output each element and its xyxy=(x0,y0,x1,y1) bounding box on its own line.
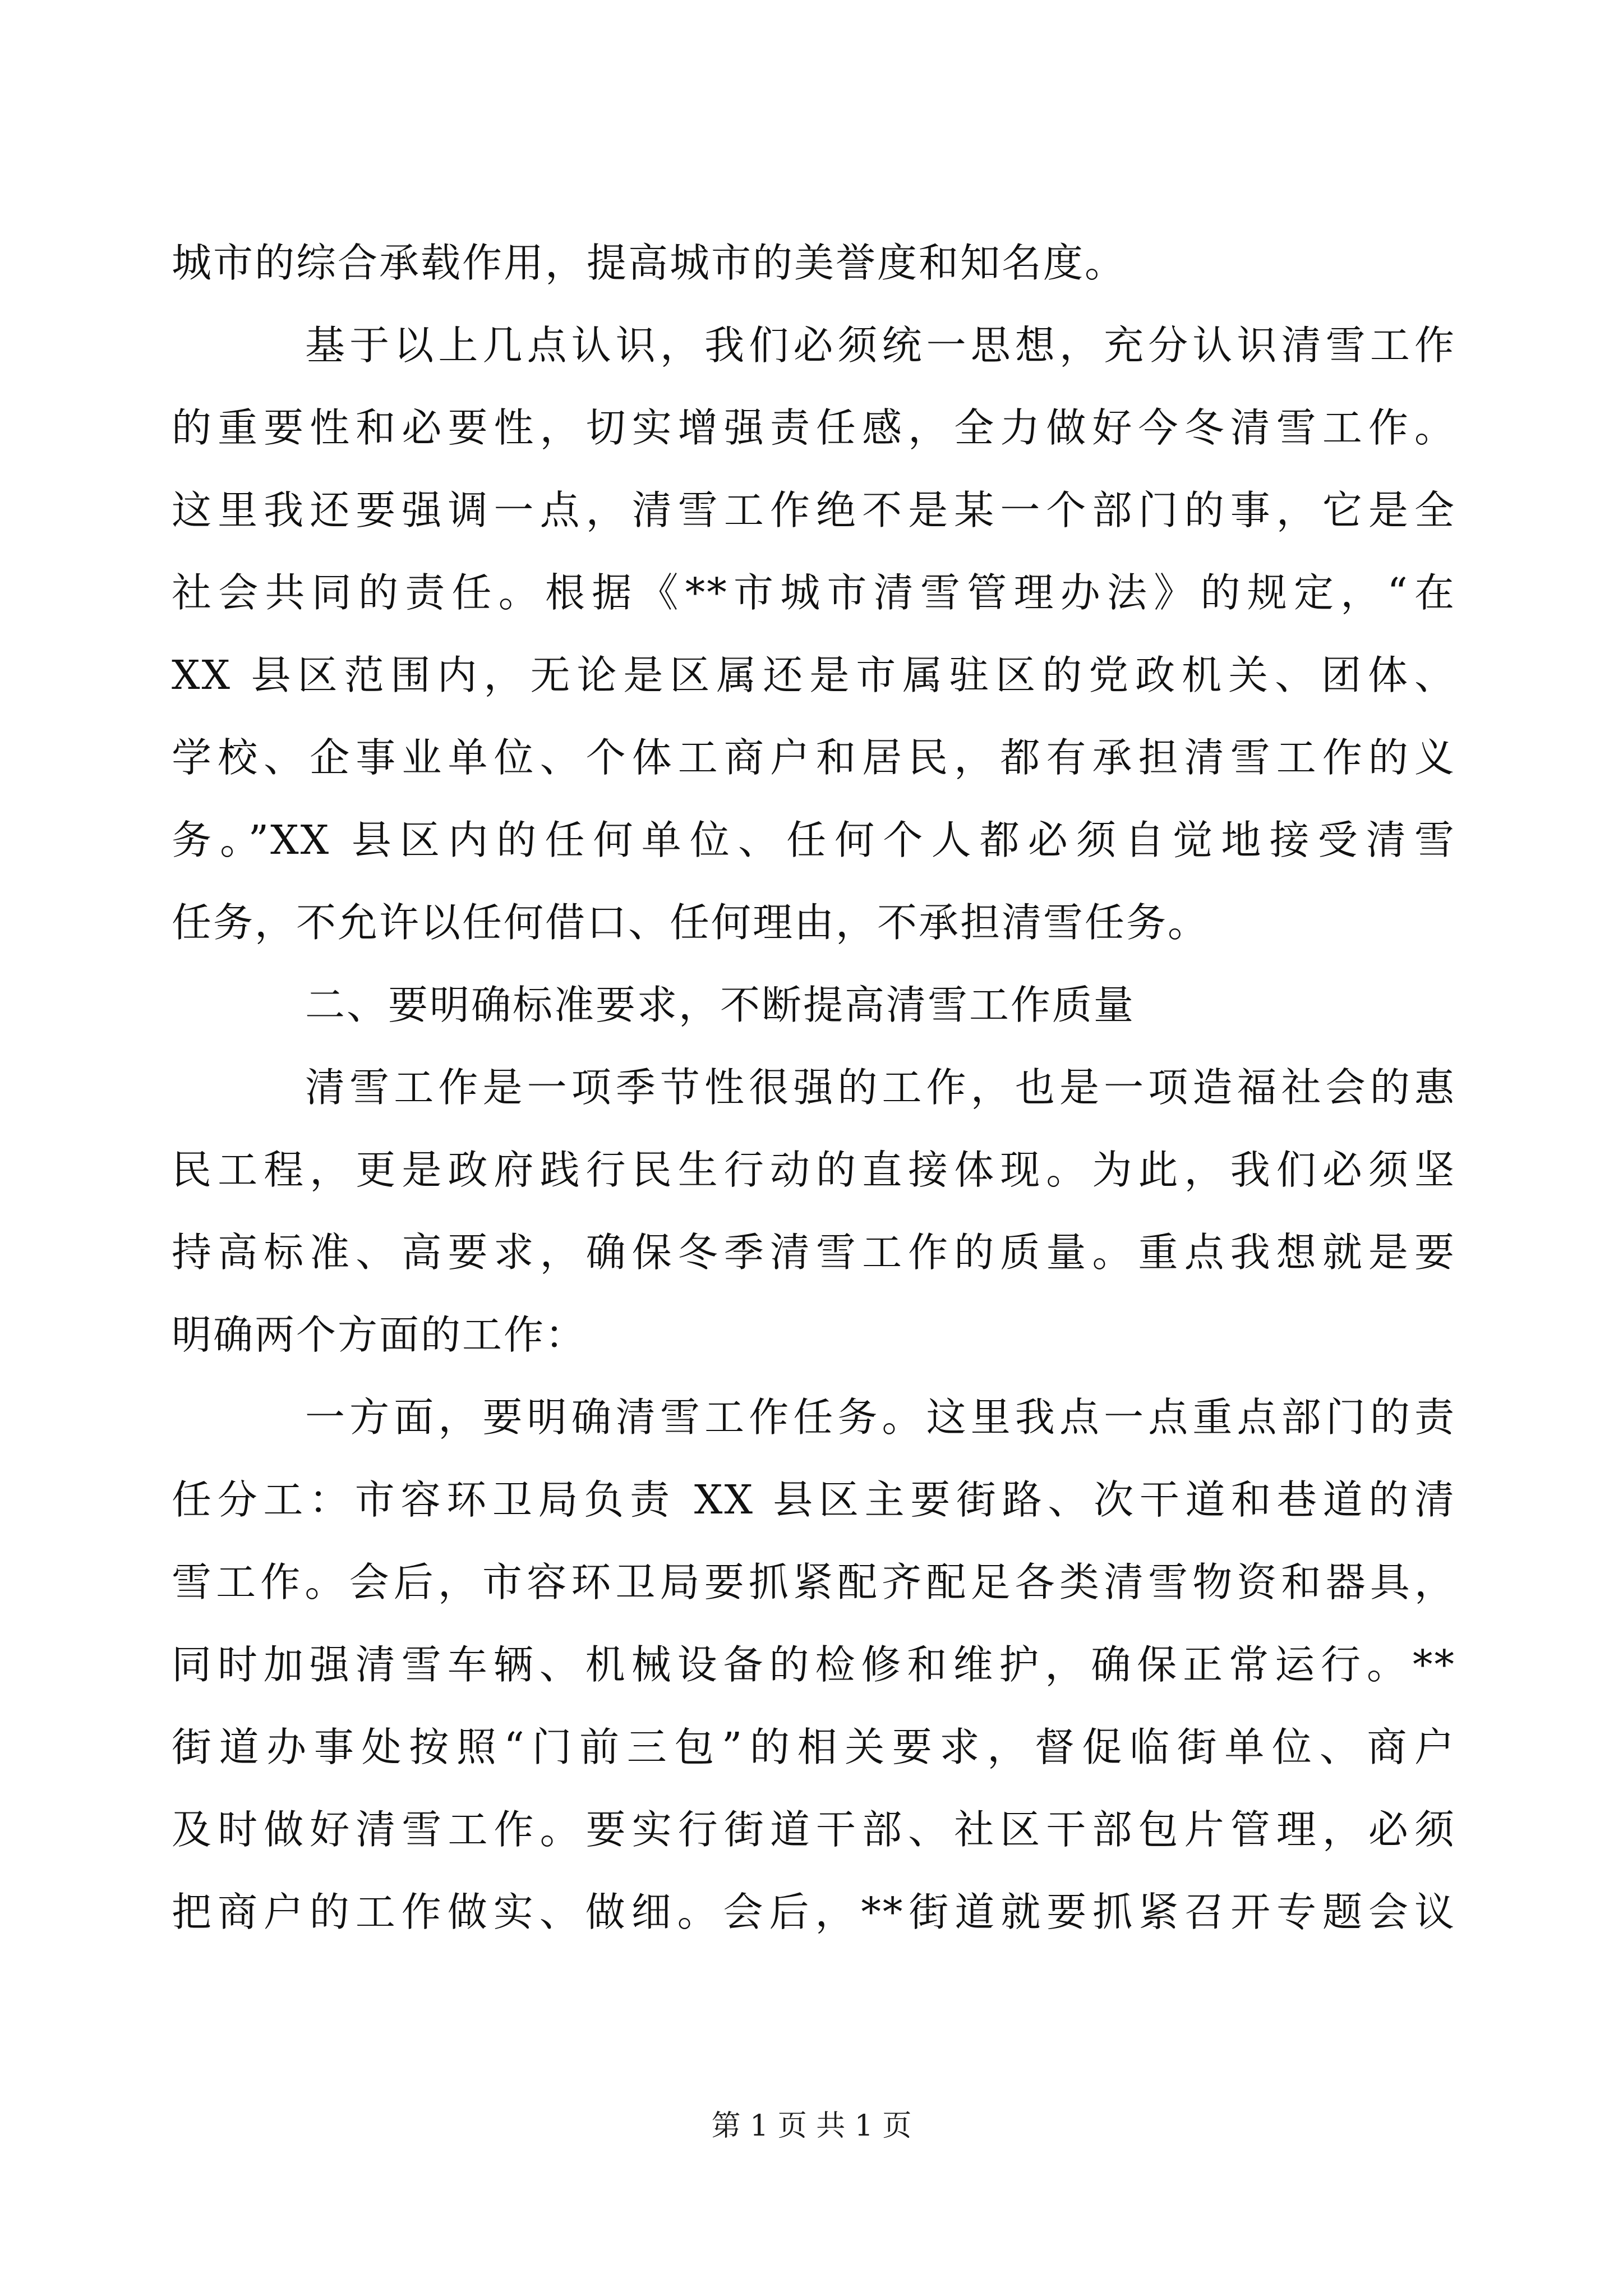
text-line: 城市的综合承载作用，提高城市的美誉度和知名度。 xyxy=(172,240,1127,286)
text-line: 这里我还要强调一点，清雪工作绝不是某一个部门的事，它是全 xyxy=(172,487,1456,533)
page-footer xyxy=(0,2104,1623,2148)
text-line: 雪工作。会后，市容环卫局要抓紧配齐配足各类清雪物资和器具， xyxy=(172,1559,1456,1605)
text-line: 任务，不允许以任何借口、任何理由，不承担清雪任务。 xyxy=(172,899,1210,946)
document-body xyxy=(172,222,1456,1953)
text-line: XX 县区范围内，无论是区属还是市属驻区的党政机关、团体、 xyxy=(172,652,1456,698)
text-line: 任分工：市容环卫局负责 XX 县区主要街路、次干道和巷道的清 xyxy=(172,1476,1456,1523)
text-line: 的重要性和必要性，切实增强责任感，全力做好今冬清雪工作。 xyxy=(172,404,1456,451)
text-line: 民工程，更是政府践行民生行动的直接体现。为此，我们必须坚 xyxy=(172,1147,1456,1193)
text-line: 务。”XX 县区内的任何单位、任何个人都必须自觉地接受清雪 xyxy=(172,817,1456,863)
text-line: 及时做好清雪工作。要实行街道干部、社区干部包片管理，必须 xyxy=(172,1806,1456,1853)
page-number-label: 第 1 页 共 1 页 xyxy=(711,2109,912,2143)
text-line: 街道办事处按照“门前三包”的相关要求，督促临街单位、商户 xyxy=(172,1724,1456,1770)
section-heading: 二、要明确标准要求，不断提高清雪工作质量 xyxy=(305,982,1136,1028)
paragraph-first-line: 一方面，要明确清雪工作任务。这里我点一点重点部门的责 xyxy=(305,1394,1456,1441)
text-line: 持高标准、高要求，确保冬季清雪工作的质量。重点我想就是要 xyxy=(172,1229,1456,1276)
text-line: 明确两个方面的工作： xyxy=(172,1312,587,1358)
text-line: 社会共同的责任。根据《**市城市清雪管理办法》的规定，“在 xyxy=(172,569,1456,616)
paragraph-first-line: 基于以上几点认识，我们必须统一思想，充分认识清雪工作 xyxy=(305,322,1456,369)
text-line: 把商户的工作做实、做细。会后，**街道就要抓紧召开专题会议 xyxy=(172,1889,1456,1935)
text-line: 同时加强清雪车辆、机械设备的检修和维护，确保正常运行。** xyxy=(172,1641,1456,1688)
text-line: 学校、企事业单位、个体工商户和居民，都有承担清雪工作的义 xyxy=(172,734,1456,781)
paragraph-first-line: 清雪工作是一项季节性很强的工作，也是一项造福社会的惠 xyxy=(305,1064,1456,1111)
